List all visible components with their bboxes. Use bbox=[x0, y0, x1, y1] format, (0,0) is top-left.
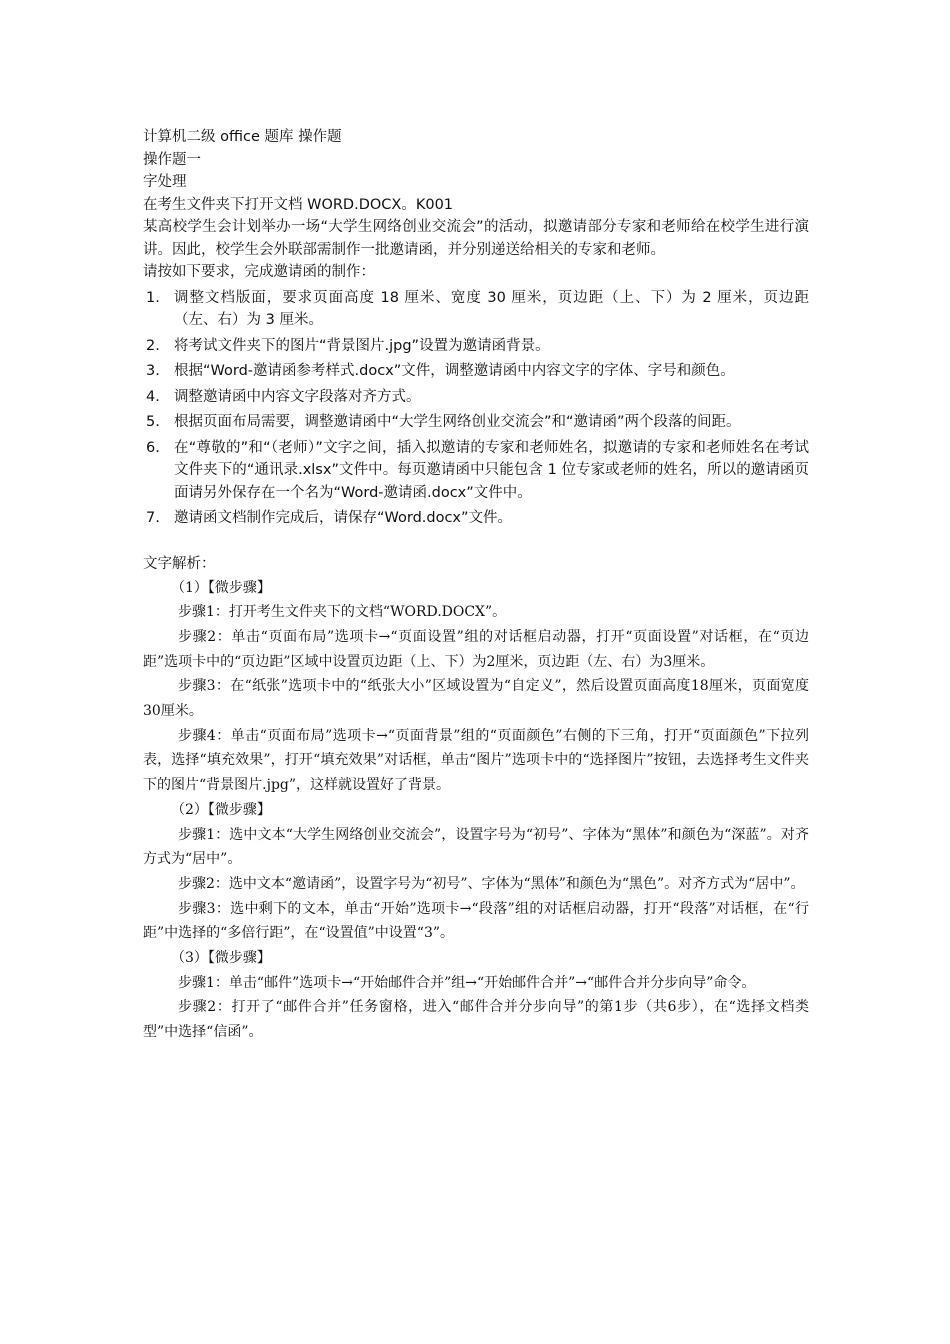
list-item bbox=[143, 437, 809, 505]
list-item bbox=[143, 411, 809, 434]
step-paragraph: 步骤2：选中文本“邀请函”，设置字号为“初号”、字体为“黑体”和颜色为“黑色”。对齐方式为“居中”。 bbox=[178, 875, 805, 892]
step-paragraph: 步骤1：打开考生文件夹下的文档“WORD.DOCX”。 bbox=[178, 604, 507, 621]
list-text: 邀请函文档制作完成后，请保存“Word.docx”文件。 bbox=[174, 510, 513, 526]
step-paragraph: 步骤3：在“纸张”选项卡中的“纸张大小”区域设置为“自定义”，然后设置页面高度18厘米，页面宽度30厘米。 bbox=[143, 678, 809, 720]
list-item bbox=[143, 335, 809, 358]
list-number: 7. bbox=[146, 510, 160, 526]
step-paragraph: 步骤3：选中剩下的文本，单击“开始”选项卡→“段落”组的对话框启动器，打开“段落”对话框，在“行距”中选择的“多倍行距”，在“设置值”中设置“3”。 bbox=[143, 900, 809, 942]
document-body bbox=[143, 126, 809, 1045]
step-paragraph: 步骤2：打开了“邮件合并”任务窗格，进入“邮件合并分步向导”的第1步（共6步），在“选择文档类型”中选择“信函”。 bbox=[143, 999, 809, 1041]
list-item bbox=[143, 507, 809, 530]
list-number: 6. bbox=[146, 439, 160, 456]
intro-paragraph: 某高校学生会计划举办一场“大学生网络创业交流会”的活动，拟邀请部分专家和老师给在校学生进行演讲。因此，校学生会外联部需制作一批邀请函，并分别递送给相关的专家和老师。 bbox=[143, 219, 809, 258]
step-paragraph: 步骤1：单击“邮件”选项卡→“开始邮件合并”组→“开始邮件合并”→“邮件合并分步向导”命令。 bbox=[178, 974, 756, 991]
section-heading: 操作题一 bbox=[143, 151, 201, 168]
doc-title: 计算机二级 office 题库 操作题 bbox=[143, 129, 342, 145]
analysis-heading: 文字解析： bbox=[143, 555, 216, 572]
requirements-list bbox=[143, 287, 809, 530]
step-paragraph: 步骤1：选中文本“大学生网络创业交流会”，设置字号为“初号”、字体为“黑体”和颜色为“深蓝”。对齐方式为“居中”。 bbox=[143, 826, 809, 868]
step-paragraph: 步骤4：单击“页面布局”选项卡→“页面背景”组的“页面颜色”右侧的下三角，打开“页面颜色”下拉列表，选择“填充效果”，打开“填充效果”对话框，单击“图片”选项卡中的“选择图片”按钮，去选择考生文件夹下的图片“背景图片.jpg”，这样就设置好了背景。 bbox=[143, 727, 809, 794]
list-item bbox=[143, 386, 809, 409]
list-number: 3. bbox=[146, 363, 160, 379]
step-paragraph: 步骤2：单击“页面布局”选项卡→“页面设置”组的对话框启动器，打开“页面设置”对话框，在“页边距”选项卡中的“页边距”区域中设置页边距（上、下）为2厘米，页边距（左、右）为3厘米。 bbox=[143, 628, 809, 670]
list-item bbox=[143, 287, 809, 332]
step-group-heading: （3）【微步骤】 bbox=[171, 950, 271, 967]
list-text: 根据页面布局需要，调整邀请函中“大学生网络创业交流会”和“邀请函”两个段落的间距。 bbox=[174, 414, 741, 430]
requirements-heading: 请按如下要求，完成邀请函的制作： bbox=[143, 264, 375, 280]
analysis-section bbox=[143, 552, 809, 1045]
subsection-heading: 字处理 bbox=[143, 174, 187, 190]
list-text: 根据“Word-邀请函参考样式.docx”文件，调整邀请函中内容文字的字体、字号和颜色。 bbox=[174, 363, 735, 379]
list-number: 1. bbox=[146, 289, 160, 306]
list-text: 将考试文件夹下的图片“背景图片.jpg”设置为邀请函背景。 bbox=[174, 337, 550, 354]
list-number: 2. bbox=[146, 337, 160, 354]
step-group-heading: （2）【微步骤】 bbox=[171, 801, 271, 818]
list-number: 4. bbox=[146, 388, 160, 405]
list-item bbox=[143, 360, 809, 383]
list-text: 调整邀请函中内容文字段落对齐方式。 bbox=[174, 388, 421, 405]
step-group-heading: （1）【微步骤】 bbox=[171, 579, 271, 596]
list-text: 在“尊敬的”和“（老师）”文字之间，插入拟邀请的专家和老师姓名，拟邀请的专家和老师姓名在考试文件夹下的“通讯录.xlsx”文件中。每页邀请函中只能包含 1 位专家或老师的姓名，所以的邀请函页面请另外保存在一个名为“Word-邀请函.docx”文件中。 bbox=[174, 439, 809, 501]
open-document-line: 在考生文件夹下打开文档 WORD.DOCX。K001 bbox=[143, 196, 454, 213]
spacer bbox=[143, 530, 809, 552]
list-number: 5. bbox=[146, 414, 160, 430]
list-text: 调整文档版面，要求页面高度 18 厘米、宽度 30 厘米，页边距（上、下）为 2 厘米，页边距（左、右）为 3 厘米。 bbox=[174, 289, 809, 328]
